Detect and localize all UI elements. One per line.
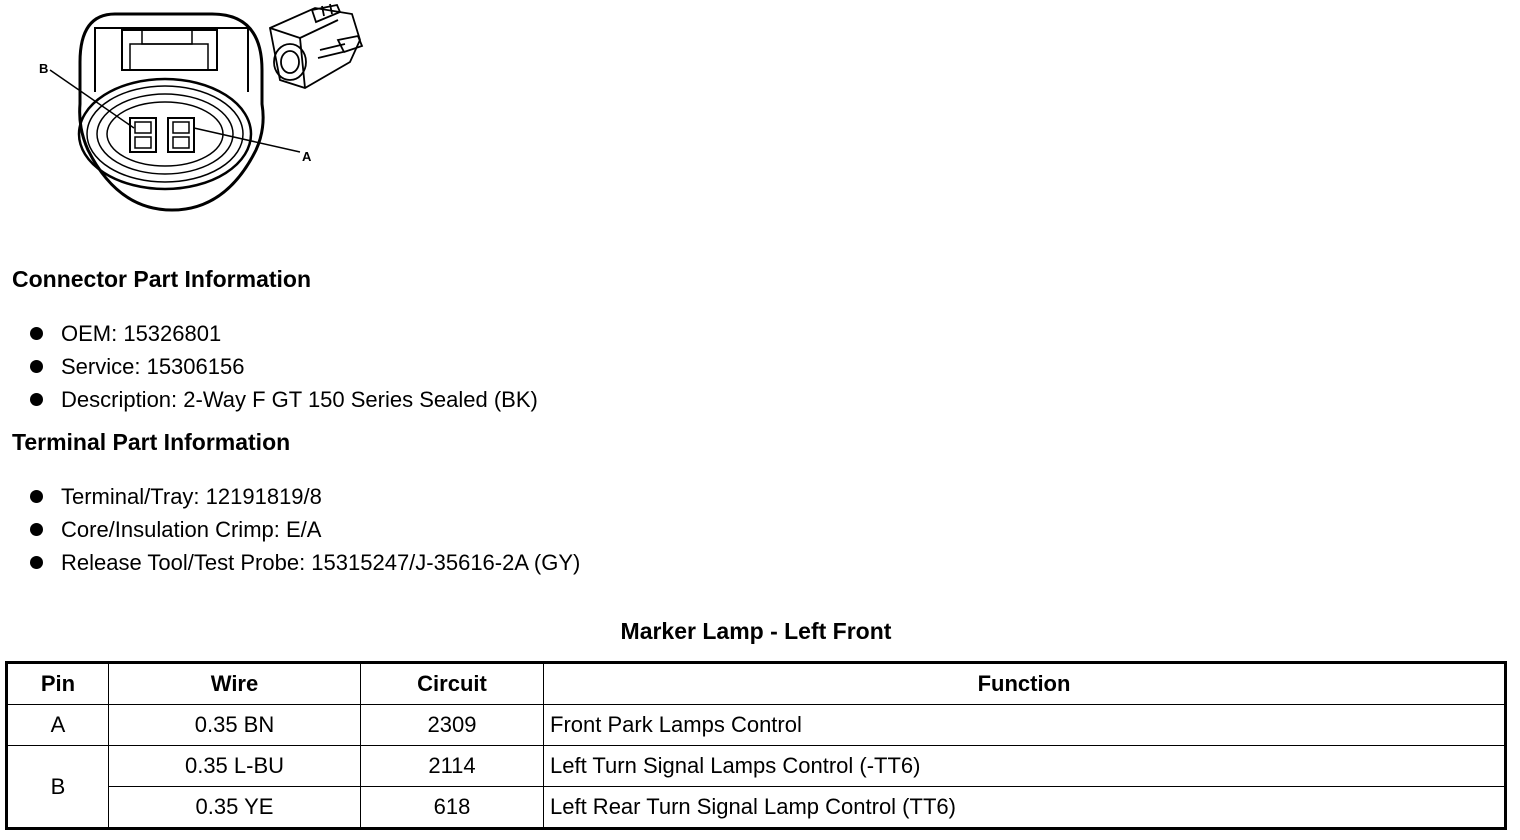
function-cell: Left Rear Turn Signal Lamp Control (TT6)	[544, 787, 1506, 829]
list-item	[30, 317, 538, 350]
pin-b-label: B	[39, 61, 49, 76]
connector-3d-view	[270, 4, 362, 88]
column-header-wire: Wire	[109, 663, 361, 705]
circuit-cell: 2114	[361, 746, 544, 787]
pin-b-leader	[50, 70, 134, 128]
list-item	[30, 546, 580, 579]
list-item-text: OEM: 15326801	[61, 321, 222, 346]
table-row	[7, 705, 1506, 746]
bullet-icon	[30, 327, 43, 340]
function-cell: Front Park Lamps Control	[544, 705, 1506, 746]
bullet-icon	[30, 393, 43, 406]
table-row	[7, 746, 1506, 787]
pinout-table	[5, 661, 1507, 830]
table-header-row	[7, 663, 1506, 705]
table-title: Marker Lamp - Left Front	[620, 618, 892, 644]
wire-cell: 0.35 YE	[109, 787, 361, 829]
circuit-cell: 618	[361, 787, 544, 829]
column-header-circuit: Circuit	[361, 663, 544, 705]
list-item	[30, 350, 538, 383]
bullet-icon	[30, 556, 43, 569]
bullet-icon	[30, 523, 43, 536]
function-cell: Left Turn Signal Lamps Control (-TT6)	[544, 746, 1506, 787]
wire-cell: 0.35 BN	[109, 705, 361, 746]
list-item	[30, 513, 580, 546]
pin-a-label: A	[302, 149, 312, 164]
terminal-info-list	[30, 480, 580, 579]
list-item	[30, 480, 580, 513]
connector-info-list	[30, 317, 538, 416]
list-item-text: Description: 2-Way F GT 150 Series Sealed (BK)	[61, 387, 538, 412]
list-item-text: Terminal/Tray: 12191819/8	[61, 484, 322, 509]
bullet-icon	[30, 490, 43, 503]
list-item-text: Release Tool/Test Probe: 15315247/J-35616-2A (GY)	[61, 550, 581, 575]
column-header-pin: Pin	[7, 663, 109, 705]
list-item	[30, 383, 538, 416]
bullet-icon	[30, 360, 43, 373]
circuit-cell: 2309	[361, 705, 544, 746]
connector-face-view	[79, 14, 263, 210]
pin-cell: A	[7, 705, 109, 746]
list-item-text: Service: 15306156	[61, 354, 245, 379]
connector-diagram	[0, 0, 400, 230]
list-item-text: Core/Insulation Crimp: E/A	[61, 517, 322, 542]
pin-cell: B	[7, 746, 109, 829]
terminal-section-title: Terminal Part Information	[12, 429, 291, 455]
connector-section-title: Connector Part Information	[12, 266, 312, 292]
column-header-function: Function	[544, 663, 1506, 705]
wire-cell: 0.35 L-BU	[109, 746, 361, 787]
table-row	[7, 787, 1506, 829]
